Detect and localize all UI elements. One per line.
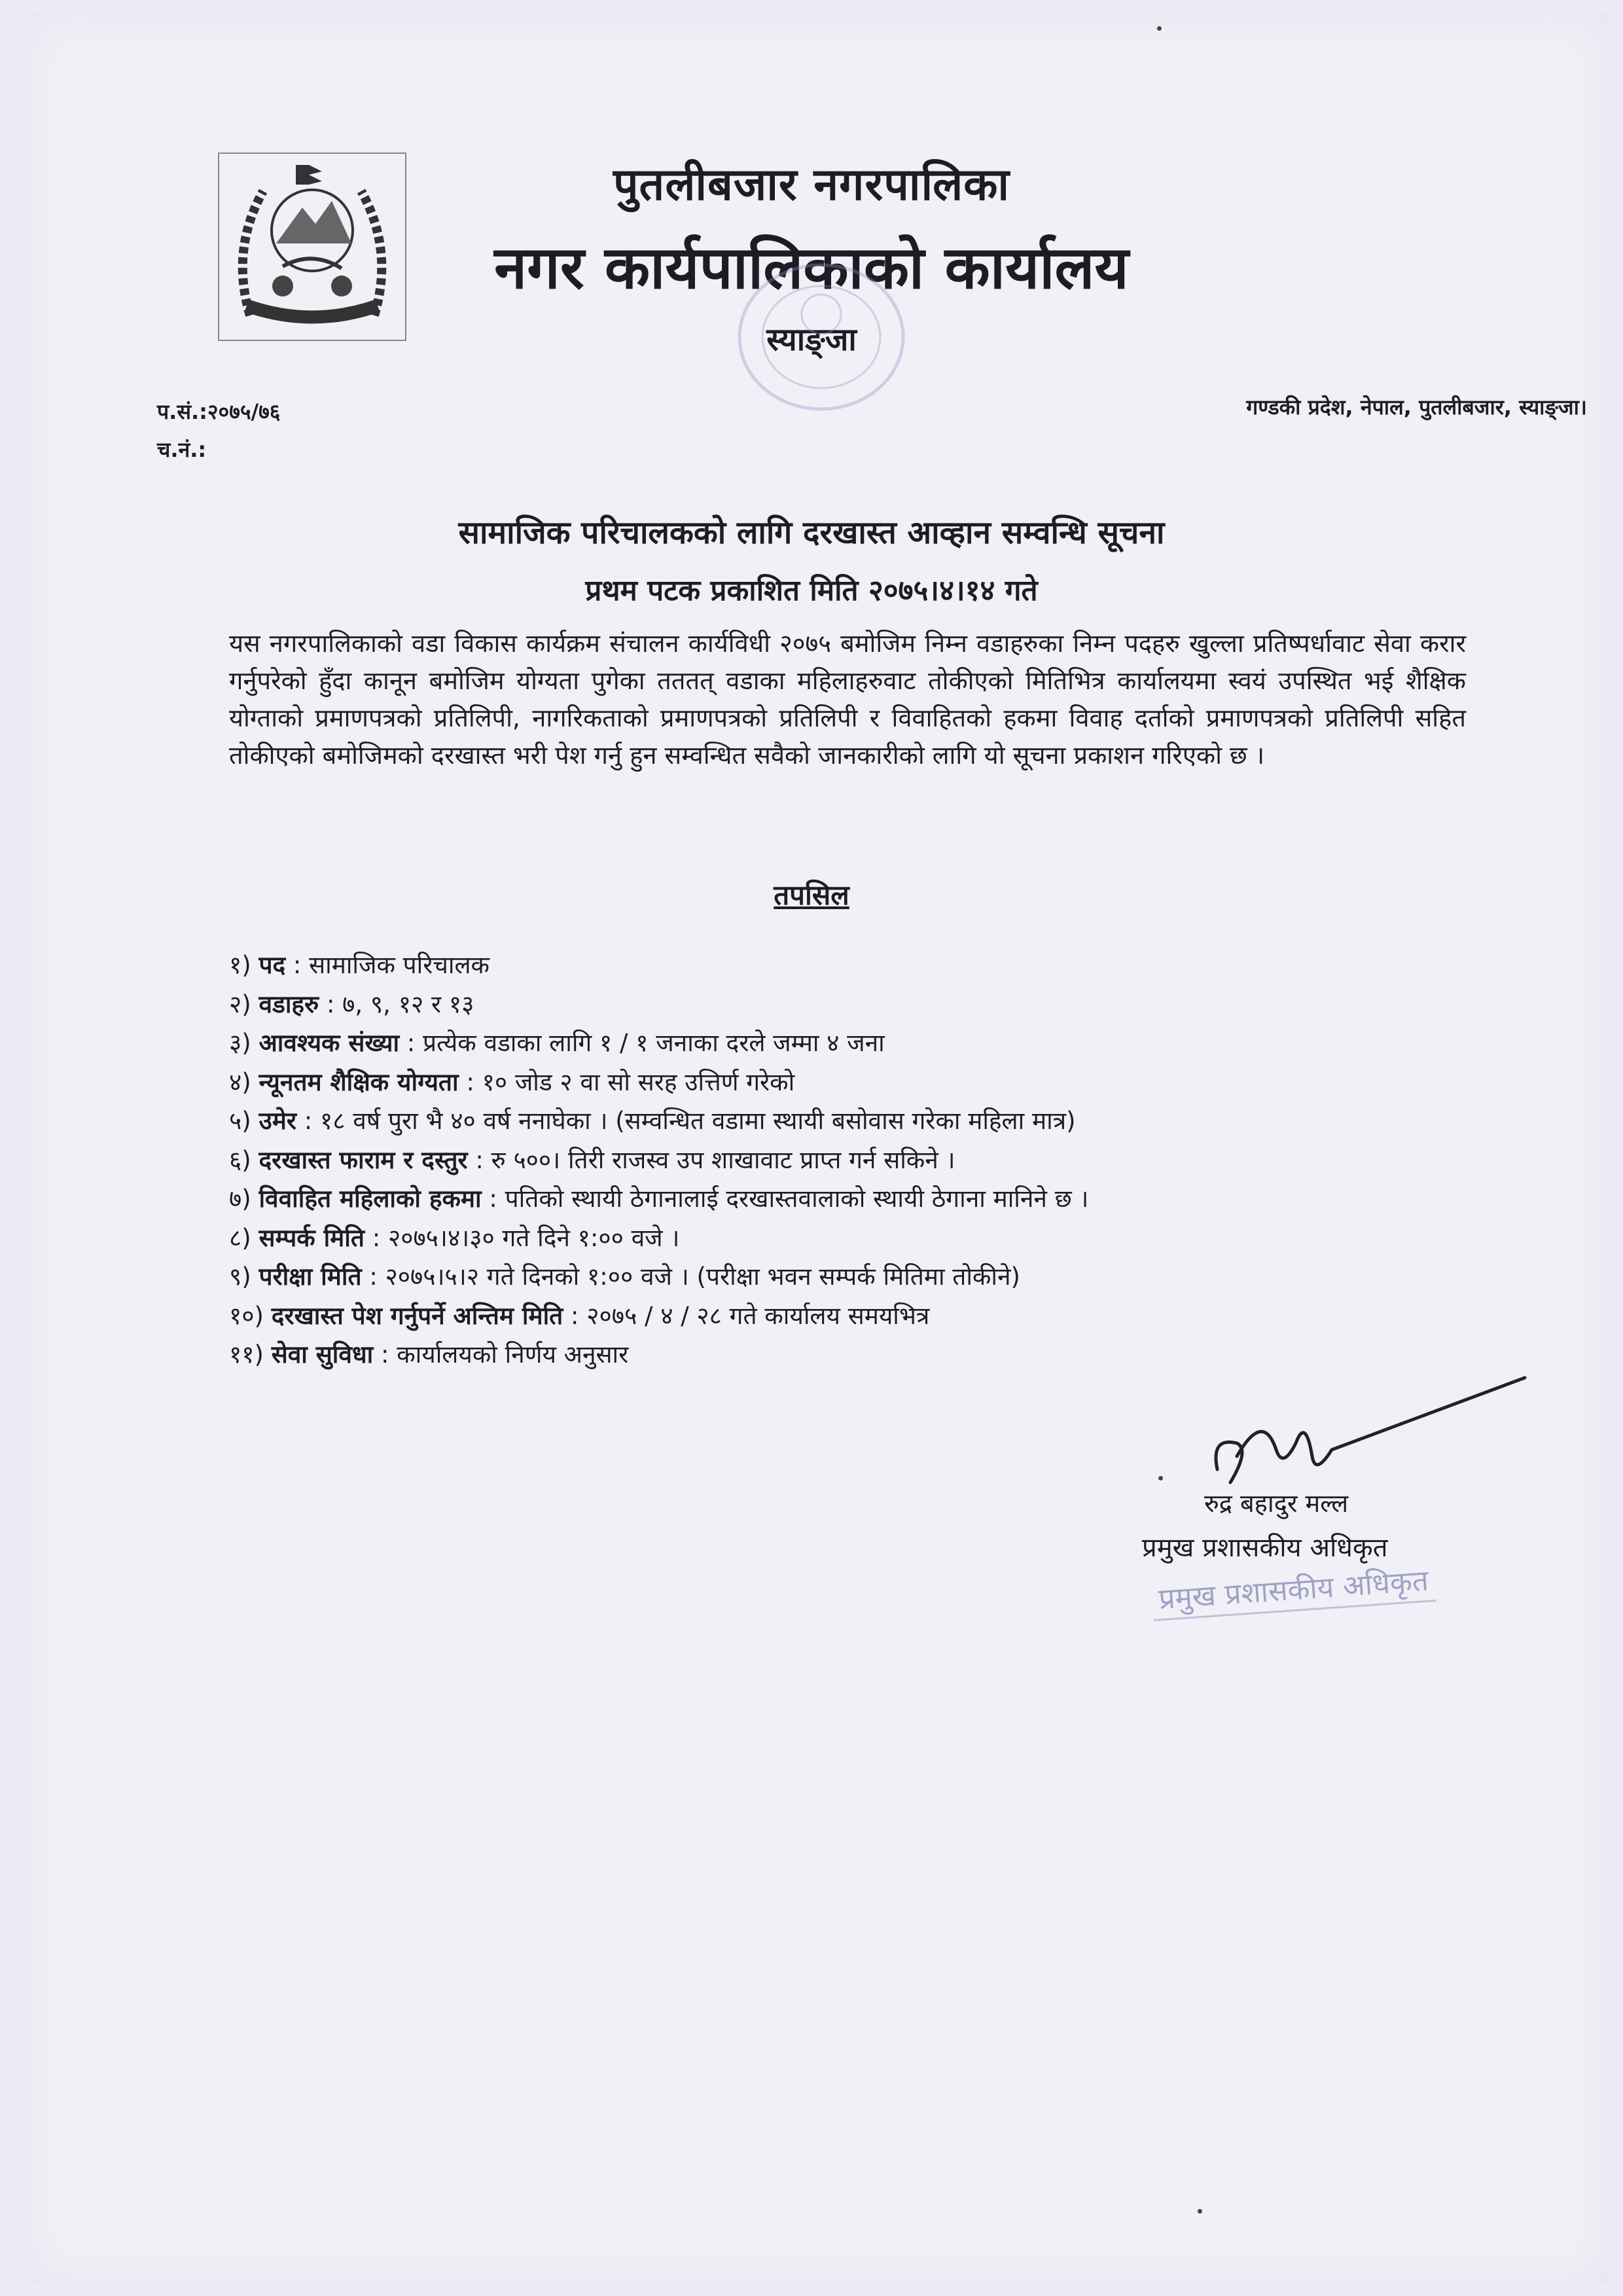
item-number: ७): [229, 1185, 251, 1213]
item-number: ६): [229, 1145, 251, 1174]
item-number: १०): [229, 1301, 264, 1330]
item-label: आवश्यक संख्या: [259, 1029, 400, 1057]
list-item: [229, 1257, 1472, 1297]
list-item: [229, 1219, 1472, 1258]
item-label: सम्पर्क मिति: [259, 1223, 365, 1252]
item-number: ४): [229, 1067, 251, 1096]
item-number: ३): [229, 1029, 251, 1057]
item-value: : रु ५००। तिरी राजस्व उप शाखावाट प्राप्त गर्न सकिने ।: [475, 1145, 955, 1174]
chalani-number: च.नं.:: [157, 437, 207, 462]
details-heading: तपसिल: [774, 879, 849, 911]
item-number: १): [229, 951, 251, 979]
office-name: नगर कार्यपालिकाको कार्यालय: [494, 234, 1129, 302]
item-label: दरखास्त फाराम र दस्तुर: [259, 1145, 468, 1174]
list-item: [229, 1063, 1472, 1102]
list-item: [229, 946, 1472, 985]
item-number: ८): [229, 1223, 251, 1252]
item-number: ९): [229, 1263, 251, 1291]
notice-subtitle: प्रथम पटक प्रकाशित मिति २०७५।४।१४ गते: [585, 574, 1038, 607]
item-number: २): [229, 990, 251, 1018]
notice-body: यस नगरपालिकाको वडा विकास कार्यक्रम संचालन कार्यविधी २०७५ बमोजिम निम्न वडाहरुका निम्न पदहरु खुल्ला प्रतिष्पर्धावाट सेवा करार गर्नुपरेको हुँदा कानून बमोजिम योग्यता पुगेका तततत् वडाका महिलाहरुवाट तोकीएको मितिभित्र कार्यालयमा स्वयं उपस्थित भई शैक्षिक योग्ताको प्रमाणपत्रको प्रतिलिपी, नागरिकताको प्रमाणपत्रको प्रतिलिपी र विवाहितको हकमा विवाह दर्ताको प्रमाणपत्रको प्रतिलिपी सहित तोकीएको बमोजिमको दरखास्त भरी पेश गर्नु हुन सम्वन्धित सवैको जानकारीको लागि यो सूचना प्रकाशन गरिएको छ ।: [229, 629, 1466, 770]
paper-speck: [1157, 26, 1162, 31]
item-label: सेवा सुविधा: [271, 1340, 374, 1369]
item-label: परीक्षा मिति: [259, 1263, 362, 1291]
list-item: [229, 985, 1472, 1024]
item-label: उमेर: [259, 1107, 296, 1135]
item-value: : २०७५ / ४ / २८ गते कार्यालय समयभित्र: [571, 1301, 930, 1330]
item-value: : पतिको स्थायी ठेगानालाई दरखास्तवालाको स्थायी ठेगाना मानिने छ ।: [489, 1185, 1089, 1213]
item-label: विवाहित महिलाको हकमा: [259, 1185, 482, 1213]
item-value: : प्रत्येक वडाका लागि १ / १ जनाका दरले जम्मा ४ जना: [406, 1029, 885, 1057]
municipality-name: पुतलीबजार नगरपालिका: [613, 159, 1010, 211]
details-list: [229, 946, 1472, 1374]
district-name: स्याङ्जा: [766, 321, 857, 358]
item-label: दरखास्त पेश गर्नुपर्ने अन्तिम मिति: [271, 1301, 563, 1330]
paper-speck: [1198, 2209, 1202, 2214]
item-value: : सामाजिक परिचालक: [293, 951, 490, 979]
item-label: पद: [259, 951, 286, 979]
list-item: [229, 1335, 1472, 1374]
item-number: ५): [229, 1107, 251, 1135]
list-item: [229, 1102, 1472, 1141]
paper-speck: [1158, 1476, 1163, 1480]
item-value: : २०७५।५।२ गते दिनको १:०० वजे । (परीक्षा भवन सम्पर्क मितिमा तोकीने): [369, 1263, 1020, 1291]
notice-title: सामाजिक परिचालकको लागि दरखास्त आव्हान सम्वन्धि सूचना: [458, 514, 1165, 551]
signature-mark: [1191, 1371, 1531, 1502]
item-value: : २०७५।४।३० गते दिने १:०० वजे ।: [372, 1223, 680, 1252]
item-value: : १८ वर्ष पुरा भै ४० वर्ष ननाघेका । (सम्वन्धित वडामा स्थायी बसोवास गरेका महिला मात्र): [304, 1107, 1076, 1135]
list-item: [229, 1024, 1472, 1063]
item-value: : ७, ९, १२ र १३: [326, 990, 474, 1018]
item-value: : कार्यालयको निर्णय अनुसार: [381, 1340, 629, 1369]
item-number: ११): [229, 1340, 264, 1369]
list-item: [229, 1297, 1472, 1336]
list-item: [229, 1141, 1472, 1180]
designation-stamp: प्रमुख प्रशासकीय अधिकृत: [1150, 1558, 1436, 1621]
item-label: न्यूनतम शैक्षिक योग्यता: [259, 1067, 459, 1096]
office-seal-stamp: [733, 255, 910, 419]
list-item: [229, 1179, 1472, 1219]
item-label: वडाहरु: [259, 990, 319, 1018]
office-address: गण्डकी प्रदेश, नेपाल, पुतलीबजार, स्याङ्जा।: [1246, 395, 1587, 420]
signatory-name: रुद्र बहादुर मल्ल: [1204, 1489, 1349, 1518]
patra-sankhya: प.सं.:२०७५/७६: [157, 399, 281, 424]
reference-block: [157, 393, 280, 469]
item-value: : १० जोड २ वा सो सरह उत्तिर्ण गरेको: [466, 1067, 795, 1096]
signatory-title: प्रमुख प्रशासकीय अधिकृत: [1142, 1533, 1388, 1563]
